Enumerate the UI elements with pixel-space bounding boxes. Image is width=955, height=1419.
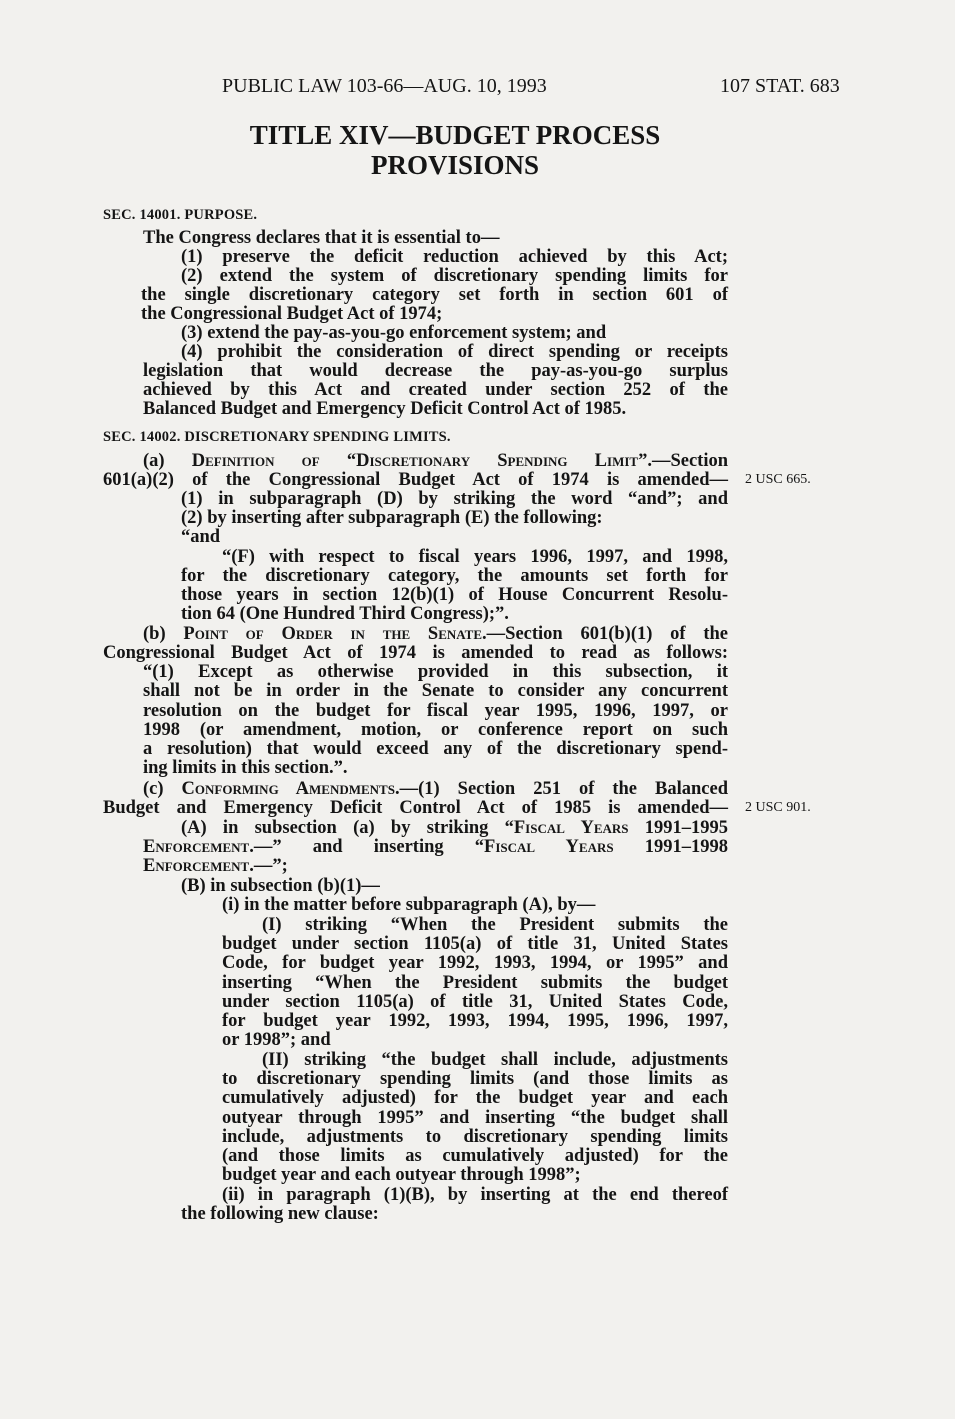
paragraph-line: outyear through 1995” and inserting “the budget shall [222, 1108, 728, 1128]
section-heading-14002: SEC. 14002. DISCRETIONARY SPENDING LIMITS. [103, 429, 451, 445]
clause-A-line-3 [143, 856, 288, 877]
paragraph-line: for the discretionary category, the amounts set forth for [181, 566, 728, 586]
paragraph-line: to discretionary spending limits (and those limits as [222, 1069, 728, 1089]
paragraph-line: budget under section 1105(a) of title 31, United States [222, 934, 728, 954]
margin-note-2-usc-665: 2 USC 665. [745, 472, 811, 487]
paragraph-line: those years in section 12(b)(1) of House Concurrent Resolu- [181, 585, 728, 605]
paragraph-line: (B) in subsection (b)(1)— [181, 876, 380, 896]
title-line-2: PROVISIONS [370, 150, 540, 180]
text-run: Fiscal Years [484, 837, 614, 857]
paragraph-line: (i) in the matter before subparagraph (A), by— [222, 895, 596, 915]
text-run: .—”; [249, 856, 288, 876]
paragraph-line: “(1) Except as otherwise provided in this subsection, it [143, 662, 728, 682]
paragraph-line: for budget year 1992, 1993, 1994, 1995, 1996, 1997, [222, 1011, 728, 1031]
paragraph-line: (ii) in paragraph (1)(B), by inserting at the end thereof [222, 1185, 728, 1205]
paragraph-line: cumulatively adjusted) for the budget year and each [222, 1088, 728, 1108]
paragraph-line: 1998 (or amendment, motion, or conference report on such [143, 720, 728, 740]
paragraph-line: resolution on the budget for fiscal year 1995, 1996, 1997, or [143, 701, 728, 721]
paragraph-line: (1) in subparagraph (D) by striking the word “and”; and [181, 489, 728, 509]
paragraph-line: achieved by this Act and created under section 252 of the [143, 380, 728, 400]
paragraph-line: Balanced Budget and Emergency Deficit Control Act of 1985. [143, 399, 627, 419]
paragraph-line: include, adjustments to discretionary spending limits [222, 1127, 728, 1147]
paragraph-line: (I) striking “When the President submits the [262, 915, 728, 935]
paragraph-line: the single discretionary category set forth in section 601 of [141, 285, 728, 305]
subsection-b-label: (b) [143, 624, 166, 644]
paragraph-line: shall not be in order in the Senate to consider any concurrent [143, 681, 728, 701]
clause-A-line-2 [143, 837, 728, 858]
text-run: .—” and inserting “ [249, 837, 485, 857]
clause-A-line-1 [181, 818, 728, 839]
paragraph-line: the Congressional Budget Act of 1974; [141, 304, 443, 324]
text-run: Fiscal Years [513, 818, 629, 838]
paragraph-line: (and those limits as cumulatively adjusted) for the [222, 1146, 728, 1166]
paragraph-line: legislation that would decrease the pay-as-you-go surplus [143, 361, 728, 381]
paragraph-line: (II) striking “the budget shall include, adjustments [262, 1050, 728, 1070]
text-run: Enforcement [143, 837, 250, 857]
paragraph-line: ing limits in this section.”. [143, 758, 348, 778]
text-run: (A) in subsection (a) by striking “ [181, 818, 514, 838]
paragraph-line: (2) by inserting after subparagraph (E) the following: [181, 508, 603, 528]
paragraph-line: the following new clause: [181, 1204, 379, 1224]
subsection-b-rest: —Section 601(b)(1) of the [486, 624, 728, 644]
margin-note-2-usc-901: 2 USC 901. [745, 800, 811, 815]
text-run: Enforcement [143, 856, 250, 876]
paragraph-line: a resolution) that would exceed any of the discretionary spend- [143, 739, 728, 759]
section-heading-14001: SEC. 14001. PURPOSE. [103, 207, 258, 223]
paragraph-line: budget year and each outyear through 1998”; [222, 1165, 581, 1185]
paragraph-line: The Congress declares that it is essential to— [143, 228, 500, 248]
paragraph-line: (3) extend the pay-as-you-go enforcement system; and [181, 323, 607, 343]
subsection-c-label: (c) [143, 779, 164, 799]
subsection-c-rest: —(1) Section 251 of the Balanced [399, 779, 728, 799]
subsection-c-title: Conforming Amendments. [181, 779, 400, 799]
paragraph-line: “and [181, 527, 221, 547]
subsection-a-heading [143, 451, 728, 472]
paragraph-line: Congressional Budget Act of 1974 is amended to read as follows: [103, 643, 728, 663]
paragraph-line: (2) extend the system of discretionary spending limits for [181, 266, 728, 286]
subsection-a-label: (a) [143, 451, 165, 471]
paragraph-line: (4) prohibit the consideration of direct spending or receipts [181, 342, 728, 362]
title-line-1: TITLE XIV—BUDGET PROCESS [249, 120, 661, 150]
subsection-a-rest: —Section [651, 451, 729, 471]
paragraph-line: Code, for budget year 1992, 1993, 1994, or 1995” and [222, 953, 728, 973]
paragraph-line: under section 1105(a) of title 31, United States Code, [222, 992, 728, 1012]
running-header: PUBLIC LAW 103-66—AUG. 10, 1993 [222, 75, 547, 97]
paragraph-line: 601(a)(2) of the Congressional Budget Act of 1974 is amended— [103, 470, 728, 490]
subsection-a-title: Definition of “Discretionary Spending Limit”. [191, 451, 652, 471]
page-number: 107 STAT. 683 [720, 75, 840, 97]
paragraph-line: or 1998”; and [222, 1030, 331, 1050]
text-run: 1991–1995 [628, 818, 729, 838]
subsection-b-title: Point of Order in the Senate. [183, 624, 487, 644]
paragraph-line: “(F) with respect to fiscal years 1996, 1997, and 1998, [222, 547, 728, 567]
paragraph-line: Budget and Emergency Deficit Control Act of 1985 is amended— [103, 798, 728, 818]
text-run: 1991–1998 [613, 837, 728, 857]
subsection-c-heading [143, 779, 728, 800]
paragraph-line: tion 64 (One Hundred Third Congress);”. [181, 604, 509, 624]
paragraph-line: (1) preserve the deficit reduction achieved by this Act; [181, 247, 728, 267]
subsection-b-heading [143, 624, 728, 645]
paragraph-line: inserting “When the President submits the budget [222, 973, 728, 993]
